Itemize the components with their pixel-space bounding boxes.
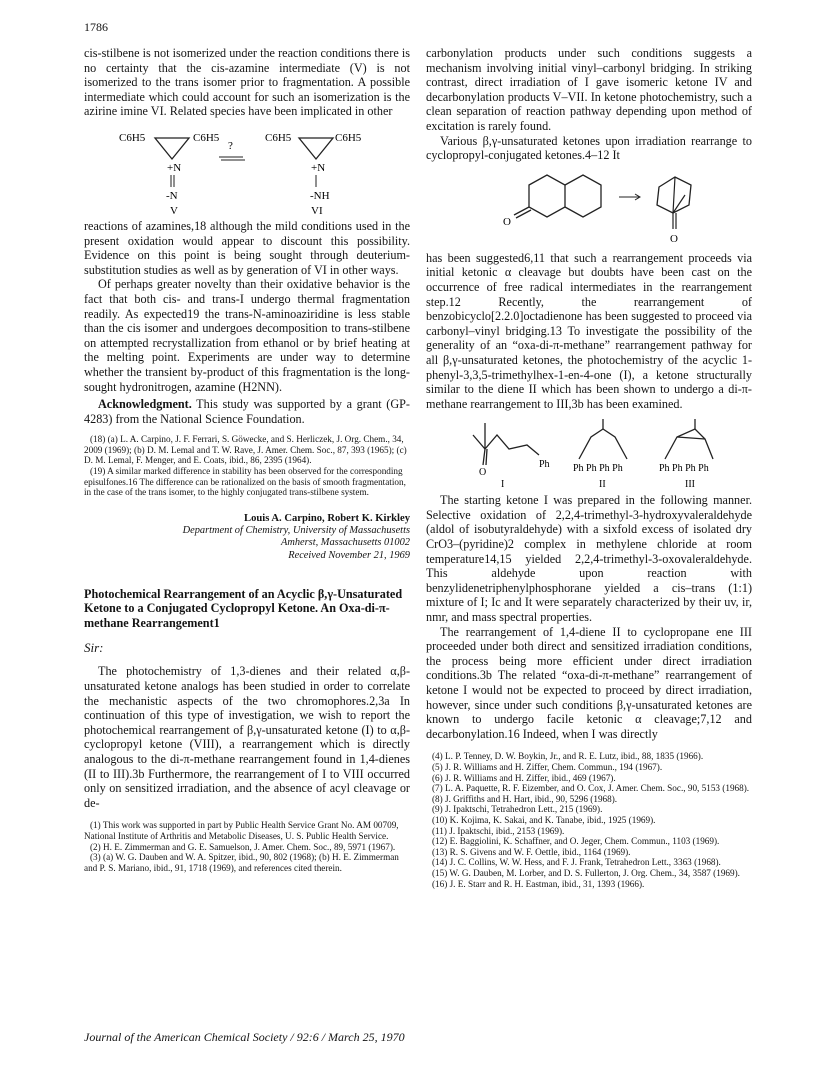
- fig3-label-iii: III: [685, 479, 695, 490]
- reference-item: (6) J. R. Williams and H. Ziffer, ibid., 469 (1967).: [432, 772, 616, 783]
- salutation: Sir:: [84, 640, 104, 656]
- reference-item: (11) J. Ipaktschi, ibid., 2153 (1969).: [432, 825, 565, 836]
- reference-item: (4) L. P. Tenney, D. W. Boykin, Jr., and R. E. Lutz, ibid., 88, 1835 (1966).: [432, 751, 704, 762]
- fig1-n-minus: -N: [166, 189, 178, 202]
- author-department: Department of Chemistry, University of Massachusetts: [182, 524, 410, 536]
- fig1-ph2: C6H5: [193, 131, 220, 144]
- reference-item: (12) E. Baggiolini, K. Schaffner, and O. Jeger, Chem. Commun., 1103 (1969).: [432, 836, 720, 847]
- reference-item: (16) J. E. Starr and R. H. Eastman, ibid., 31, 1393 (1966).: [432, 878, 645, 889]
- reference-item: (8) J. Griffiths and H. Hart, ibid., 90, 5296 (1968).: [432, 793, 618, 804]
- author-names: Louis A. Carpino, Robert K. Kirkley: [244, 512, 410, 524]
- fig1-label-vi: VI: [311, 204, 323, 215]
- reference-item: (9) J. Ipaktschi, Tetrahedron Lett., 215 (1969).: [432, 804, 603, 815]
- fig1-ph4: C6H5: [335, 131, 362, 144]
- footnote-18: (18) (a) L. A. Carpino, J. F. Ferrari, S. Göwecke, and S. Herliczek, J. Org. Chem., 34, 2009 (1969); (b) D. M. Lemal and T. W. Rave, J. Amer. Chem. Soc., 87, 393 (1965); (c) D. M. Lemal, F. Menger, and E. Coats, ibid., 86, 2395 (1964).: [84, 434, 407, 466]
- right-paragraph-5: The rearrangement of 1,4-diene II to cyclopropane ene III proceeded under both direct and sensitized irradiation conditions, the process being more efficient under direct irradiation conditions.3b The related “oxa-di-π-methane” rearrangement of ketone I would not be expected to proceed by direct irradiation, however, since under such conditions β,γ-unsaturated ketones are known to undergo facile ketonic α cleavage;7,12 and decarbonylation.16 Indeed, when I was directly: [426, 624, 752, 741]
- footnote-2: (2) H. E. Zimmerman and G. E. Samuelson, J. Amer. Chem. Soc., 89, 5971 (1967).: [90, 841, 396, 852]
- footnote-3: (3) (a) W. G. Dauben and W. A. Spitzer, ibid., 90, 802 (1968); (b) H. E. Zimmerman and P. S. Mariano, ibid., 91, 1718 (1969), and references cited therein.: [84, 852, 399, 873]
- left-paragraph-3: Of perhaps greater novelty than their oxidative behavior is the fact that both cis- and trans-I undergo thermal fragmentation readily. As expected19 the trans-N-aminoaziridine is less stable than the cis isomer and undergoes decomposition to trans-stilbene on attempted recrystallization from ethanol or by brief heating at the melting point. Experiments are under way to determine whether the transient by-product of this fragmentation is the long-sought hydronitrogen, azamine (H2NN).: [84, 277, 410, 394]
- fig1-n-plus2: +N: [311, 161, 326, 174]
- azamine-structures-figure: [97, 123, 397, 215]
- fig1-ph3: C6H5: [265, 131, 292, 144]
- fig3-label-i: I: [501, 479, 505, 490]
- fig3-ph-i: Ph: [539, 459, 550, 471]
- acknowledgment: [84, 397, 410, 426]
- right-paragraph-1: carbonylation products under such conditions suggests a mechanism involving initial vinyl–carbonyl bridging. In striking contrast, direct irradiation of I gave isomeric ketone IV and decarbonylation products V–VII. In ketone photochemistry, such a clean separation of reaction pathway depending upon method of excitation is rarely found.: [426, 46, 752, 133]
- reference-item: (5) J. R. Williams and H. Ziffer, Chem. Commun., 194 (1967).: [432, 761, 663, 772]
- left-column: [84, 46, 410, 873]
- reference-item: (15) W. G. Dauben, M. Lorber, and D. S. Fullerton, J. Org. Chem., 34, 3587 (1969).: [432, 867, 740, 878]
- journal-footer: Journal of the American Chemical Society / 92:6 / March 25, 1970: [84, 1030, 405, 1044]
- fig3-ph-iii: Ph Ph Ph Ph: [659, 463, 709, 475]
- fig3-oxygen: O: [479, 467, 487, 479]
- fig1-ph1: C6H5: [119, 131, 146, 144]
- reference-item: (10) K. Kojima, K. Sakai, and K. Tanabe, ibid., 1925 (1969).: [432, 814, 656, 825]
- left-paragraph-2: reactions of azamines,18 although the mild conditions used in the present oxidation would appear to discount this possibility. Evidence on this point is being sought through deuterium-substitution studies as well as by generation of VI in other ways.: [84, 218, 410, 277]
- fig2-oxygen-1: O: [503, 215, 511, 228]
- page-number: 1786: [84, 20, 108, 34]
- bicyclic-ketone-figure: [459, 167, 719, 247]
- fig2-oxygen-2: O: [670, 232, 678, 245]
- right-paragraph-2: Various β,γ-unsaturated ketones upon irradiation rearrange to cyclopropyl-conjugated ketones.4–12 It: [426, 133, 752, 163]
- right-paragraph-3: has been suggested6,11 that such a rearrangement proceeds via initial ketonic α cleavage but doubts have been cast on the occurrence of free radical intermediates in the rearrangement step.12 Recently, the rearrangement of benzobicyclo[2.2.0]octadienone has been suggested to proceed via carbonyl–vinyl bridging.13 To investigate the possibility of the generality of an “oxa-di-π-methane” rearrangement pathway for all β,γ-unsaturated ketones, the photochemistry of the acyclic 1-phenyl-3,3,5-trimethylhex-1-en-4-one (I), a ketone structurally similar to the diene II which has been shown to undergo a di-π-methane rearrangement to III,3b has been examined.: [426, 250, 752, 411]
- reference-item: (14) J. C. Collins, W. W. Hess, and F. J. Frank, Tetrahedron Lett., 3363 (1968).: [432, 857, 721, 868]
- ketone-diene-structures-figure: [439, 415, 739, 489]
- fig3-label-ii: II: [599, 479, 606, 490]
- footnote-1: (1) This work was supported in part by Public Health Service Grant No. AM 00709, National Institute of Arthritis and Metabolic Diseases, U. S. Public Health Service.: [84, 820, 399, 841]
- article-title: Photochemical Rearrangement of an Acyclic β,γ-Unsaturated Ketone to a Conjugated Cyclopropyl Ketone. An Oxa-di-π-methane Rearrangement1: [84, 586, 403, 630]
- fig1-nh: -NH: [310, 189, 330, 202]
- author-city: Amherst, Massachusetts 01002: [280, 537, 410, 549]
- reference-item: (7) L. A. Paquette, R. F. Eizember, and O. Cox, J. Amer. Chem. Soc., 90, 5153 (1968).: [432, 783, 750, 794]
- ack-heading: Acknowledgment.: [98, 397, 192, 412]
- fig3-ph-ii: Ph Ph Ph Ph: [573, 463, 623, 475]
- fig1-n-plus1: +N: [167, 161, 182, 174]
- fig1-question: ?: [228, 139, 233, 152]
- reference-item: (13) R. S. Givens and W. F. Oettle, ibid., 1164 (1969).: [432, 846, 631, 857]
- received-date: Received November 21, 1969: [288, 550, 410, 562]
- ack-text: This study was supported by a grant (GP-4283) from the National Science Foundation.: [84, 397, 410, 426]
- right-column: [426, 46, 752, 889]
- footnote-19: (19) A similar marked difference in stability has been observed for the corresponding episulfones.16 The difference can be rationalized on the basis of smooth fragmentation, in the case of the trans isomer, to the highly conjugated trans-stilbene system.: [84, 466, 406, 498]
- left-paragraph-1: cis-stilbene is not isomerized under the reaction conditions there is no certainty that the cis-azamine intermediate (V) is not isomerized to the trans isomer prior to fragmentation. A possible intermediate which could account for such an isomerization is the azirine imine VI. Related species have been implicated in other: [84, 46, 410, 119]
- right-paragraph-4: The starting ketone I was prepared in the following manner. Selective oxidation of 2,2,4-trimethyl-3-hydroxyvaleraldehyde (aldol of isobutyraldehyde) with a sixfold excess of isolated dry CrO3–(pyridine)2 complex in methylene chloride at room temperature14,15 yielded 2,2,4-trimethyl-3-oxovaleraldehyde. This aldehyde upon reaction with benzylidenetriphenylphosphorane yielded a cis–trans (1:1) mixture of I; Ic and It were separately characterized by their uv, ir, nmr, and mass spectral properties.: [426, 493, 752, 625]
- reference-list: [426, 751, 752, 889]
- fig1-label-v: V: [170, 204, 178, 215]
- left-paragraph-4: The photochemistry of 1,3-dienes and their related α,β-unsaturated ketone analogs has been studied in order to correlate the mechanistic aspects of the two chromophores.2,3a In continuation of this type of investigation, we wish to report the photochemical rearrangement of β,γ-unsaturated ketone (I) to α,β-cyclopropyl ketone (VIII), a rearrangement which is directly analogous to the di-π-methane rearrangement found in 1,4-dienes (II to III).3b Furthermore, the rearrangement of I to VIII occurred only on sensitized irradiation, and the absence of acyl cleavage or de-: [84, 664, 410, 810]
